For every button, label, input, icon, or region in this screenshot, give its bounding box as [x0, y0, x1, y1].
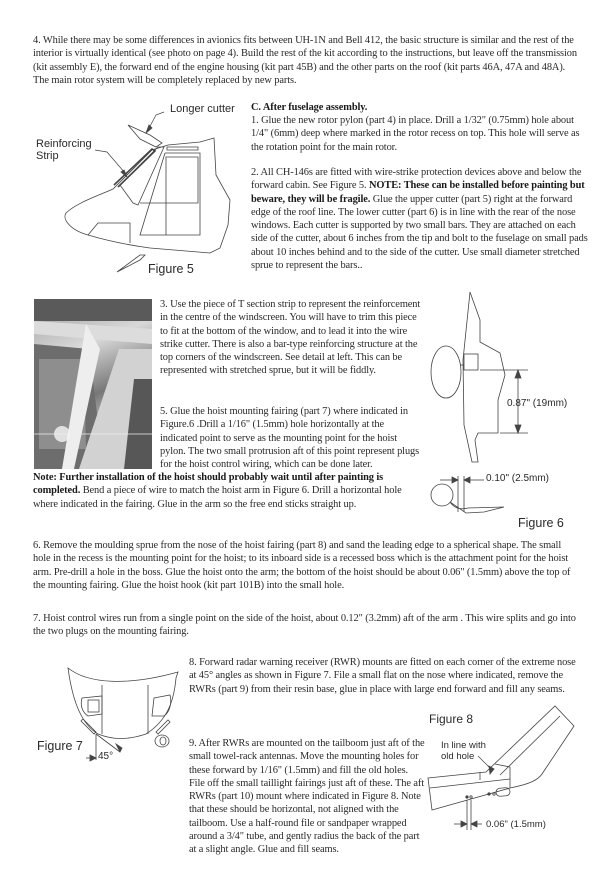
- step-2-text-cont: Glue the upper cutter (part 5) right at the forward edge of the roof line. The lower cutter (part 6) is in line with the rear of the nose windows. Each cutter is supported by two small bars. They are attached on each side of the cutter, about 6 inches from the tip and bolt to the fuselage on small pads about 10 inches behind and to the side of the cutter. Use small diameter stretched sprue to represent the bars..: [251, 193, 588, 272]
- figure-5-caption: Figure 5: [148, 262, 194, 276]
- step-7: 7. Hoist control wires run from a single point on the side of the hoist, about 0.12" (3.2mm) aft of the arm . This wire splits and go into the two plugs on the mounting fairing.: [33, 613, 576, 638]
- step-1: 1. Glue the new rotor pylon (part 4) in place. Drill a 1/32" (0.75mm) hole about 1/4" (6mm) deep where marked in the rotor recess on top. This hole will serve as the rotation point for the main rotor.: [251, 115, 580, 153]
- step-9-text: 9. After RWRs are mounted on the tailboom just aft of the small towel-rack antennas. Move the mounting holes for these forward by 1/16" (1.5mm) and fill the old holes. File off the small taillight fairings just aft of these. The aft RWRs (part 10) mount where indicated in Figure 8. Note that these should be horizontal, not aligned with the tailboom. Use a half-round file or sandpaper wrapped around a 3/4" tube, and gently radius the back of the part at a slight angle. Glue and fill seams.: [189, 738, 425, 856]
- step-5-continued: [33, 471, 423, 511]
- label-in-line-with-old-hole: [441, 741, 486, 762]
- label-longer-cutter: Longer cutter: [170, 103, 235, 115]
- step-5-text: 5. Glue the hoist mounting fairing (part 7) where indicated in Figure.6 .Drill a 1/16" (1.5mm) hole horizontally at the indicated point to serve as the mounting point for the hoist pylon. The two small protrusion aft of this point represent plugs for the hoist control wiring, which can be done later.: [160, 406, 420, 471]
- figure-7-caption: Figure 7: [37, 739, 83, 753]
- step-2-text: 2. All CH-146s are fitted with wire-strike protection devices above and below the forward cabin. See Figure 5.: [251, 167, 582, 192]
- dim-hole-spacing: 0.06" (1.5mm): [486, 819, 546, 830]
- intro-paragraph: 4. While there may be some differences in avionics fits between UH-1N and Bell 412, the basic structure is similar and the rest of the interior is virtually identical (see photo on page 4). Build the rest of the kit according to the instructions, but leave off the transmission (kit assembly E), the forward end of the engine housing (kit part 45B) and the other parts on the roof (kit parts 46A, 47A and 48A). The main rotor system will be completely replaced by new parts.: [33, 35, 577, 86]
- hoist-fairing-drawing: [420, 290, 600, 540]
- angle-45: 45°: [98, 751, 114, 762]
- windscreen-photo: [34, 299, 152, 469]
- step-3: 3. Use the piece of T section strip to represent the reinforcement in the centre of the windscreen. You will have to trim this piece to fit at the bottom of the window, and to lead it into the wire strike cutter. There is also a bar-type reinforcing structure at the top corners of the windscreen. See detail at left. This can be represented with stretched sprue, but it will be fiddly.: [160, 299, 421, 377]
- label-in-line-with: In line with: [441, 740, 486, 751]
- step-5: [160, 405, 422, 471]
- dim-hoist-offset: 0.10" (2.5mm): [486, 473, 550, 484]
- section-c-heading: C. After fuselage assembly.: [251, 102, 368, 113]
- label-old-hole: old hole: [441, 750, 475, 762]
- step-6: 6. Remove the moulding sprue from the nose of the hoist fairing (part 8) and sand the leading edge to a spherical shape. The small hole in the recess is the mounting point for the hoist; to its inboard side is a recessed boss which is the attachment point for the hoist arm. Pre-drill a hole in the boss. Glue the hoist onto the arm; the bottom of the hoist should be about 0.06" (1.5mm) above the top of the mounting fairing. Glue the hoist hook (kit part 101B) into the small hole.: [33, 540, 571, 591]
- figure-8-caption: Figure 8: [429, 712, 474, 726]
- step-5-text-cont: Bend a piece of wire to match the hoist arm in Figure 6. Drill a horizontal hole where indicated in the fairing. Glue in the arm so the free end sticks straight up.: [33, 485, 402, 510]
- step-9: [189, 737, 425, 857]
- step-2-note: NOTE: These can be installed before painting but beware, they will be fragile.: [251, 180, 585, 205]
- label-reinforcing-strip: [36, 138, 92, 162]
- helicopter-nose-drawing: [0, 95, 250, 295]
- step-5-note: Note: Further installation of the hoist should probably wait until after painting is completed.: [33, 472, 384, 497]
- label-reinforcing-line2: Strip: [36, 150, 59, 162]
- figure-6-caption: Figure 6: [518, 516, 564, 530]
- step-2: [251, 166, 591, 272]
- step-8: 8. Forward radar warning receiver (RWR) mounts are fitted on each corner of the extreme nose at 45° angles as shown in Figure 7. File a small flat on the nose where indicated, remove the RWRs (part 9) from their resin base, glue in place with large end forward and fill any seams.: [189, 657, 576, 695]
- dim-hoist-height: 0.87" (19mm): [507, 398, 568, 409]
- label-reinforcing-line1: Reinforcing: [36, 138, 92, 150]
